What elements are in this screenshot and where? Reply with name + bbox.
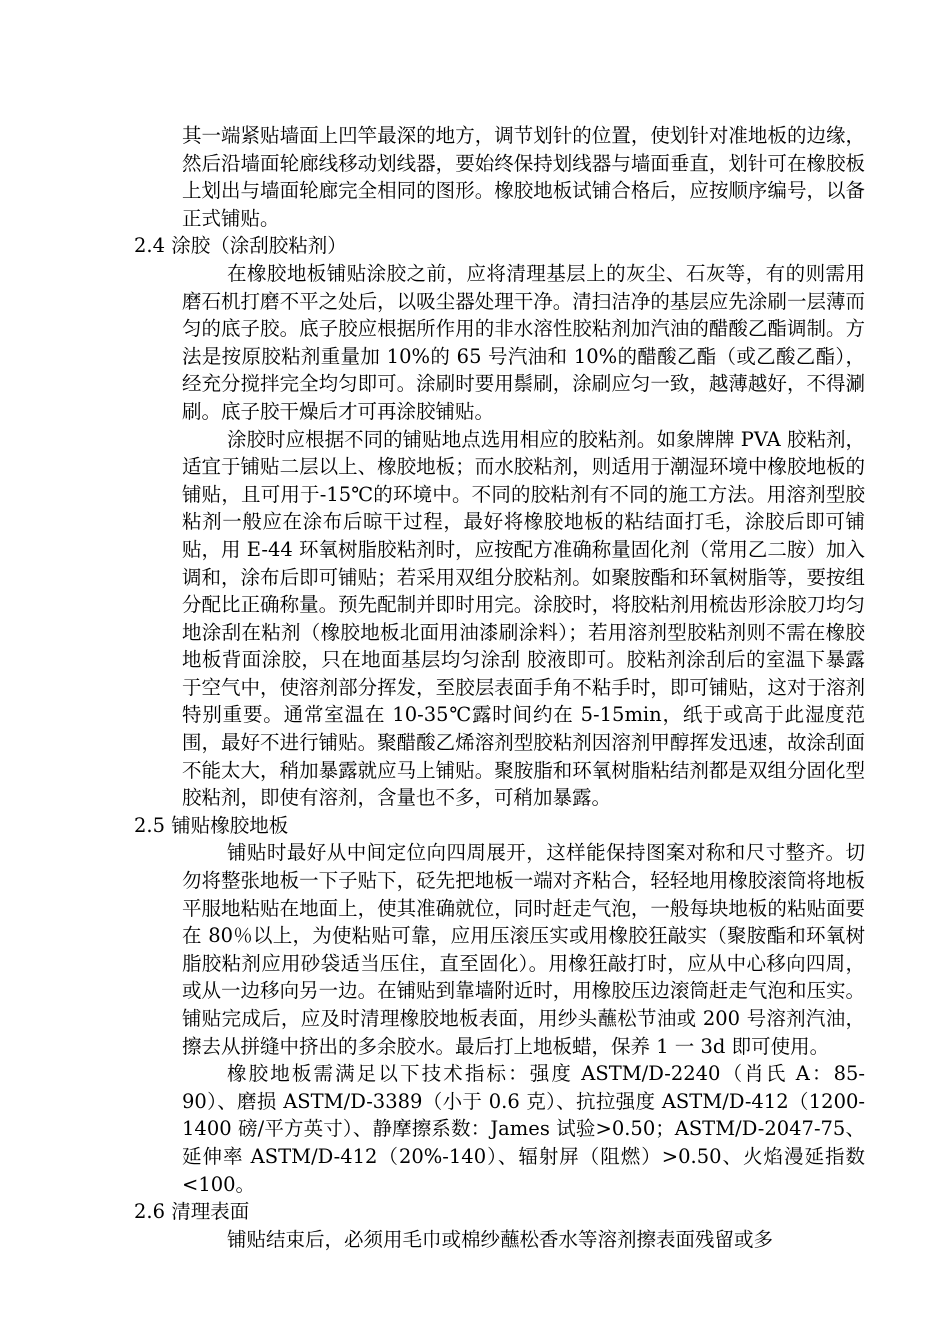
section-2-4-paragraph-1: 在橡胶地板铺贴涂胶之前，应将清理基层上的灰尘、石灰等，有的则需用磨石机打磨不平之处后，以吸尘器处理干净。清扫洁净的基层应先涂刷一层薄而匀的底子胶。底子胶应根据所作用的非水溶性胶粘剂加汽油的醋酸乙酯调制。方法是按原胶粘剂重量加 10%的 65 号汽油和 10%的醋酸乙酯（或乙酸乙酯），经充分搅拌完全均匀即可。涂刷时要用鬃刷，涂刷应匀一致，越薄越好，不得涮刷。底子胶干燥后才可再涂胶铺贴。 — [182, 261, 865, 423]
document-body — [130, 122, 865, 1253]
section-2-6-paragraph-1: 铺贴结束后，必须用毛巾或棉纱蘸松香水等溶剂擦表面残留或多 — [227, 1227, 774, 1251]
section-heading-2-6: 2.6 清理表面 — [134, 1200, 250, 1224]
section-heading-2-4: 2.4 涂胶（涂刮胶粘剂） — [134, 234, 347, 258]
section-2-4-paragraph-2: 涂胶时应根据不同的铺贴地点选用相应的胶粘剂。如象牌牌 PVA 胶粘剂，适宜于铺贴二层以上、橡胶地板；而水胶粘剂，则适用于潮湿环境中橡胶地板的铺贴，且可用于-15℃的环境中。不同的胶粘剂有不同的施工方法。用溶剂型胶粘剂一般应在涂布后晾干过程，最好将橡胶地板的粘结面打毛，涂胶后即可铺贴，用 E-44 环氧树脂胶粘剂时，应按配方准确称量固化剂（常用乙二胺）加入调和，涂布后即可铺贴；若采用双组分胶粘剂。如聚胺酯和环氧树脂等，要按组分配比正确称量。预先配制并即时用完。涂胶时，将胶粘剂用梳齿形涂胶刀均匀地涂刮在粘剂（橡胶地板北面用油漆刷涂料）；若用溶剂型胶粘剂则不需在橡胶地板背面涂胶，只在地面基层均匀涂刮 胶液即可。胶粘剂涂刮后的室温下暴露于空气中，使溶剂部分挥发，至胶层表面手角不粘手时，即可铺贴，这对于溶剂特别重要。通常室温在 10-35℃露时间约在 5-15min，纸于或高于此湿度范围，最好不进行铺贴。聚醋酸乙烯溶剂型胶粘剂因溶剂甲醇挥发迅速，故涂刮面不能太大，稍加暴露就应马上铺贴。聚胺脂和环氧树脂粘结剂都是双组分固化型胶粘剂，即使有溶剂，含量也不多，可稍加暴露。 — [182, 427, 865, 810]
continued-paragraph: 其一端紧贴墙面上凹竿最深的地方，调节划针的位置，使划针对准地板的边缘，然后沿墙面轮廊线移动划线器，要始终保持划线器与墙面垂直，划针可在橡胶板上划出与墙面轮廊完全相同的图形。橡胶地板试铺合格后，应按顺序编号，以备正式铺贴。 — [182, 124, 865, 230]
section-2-5-paragraph-2: 橡胶地板需满足以下技术指标：强度 ASTM/D-2240（肖氏 A：85-90）、磨损 ASTM/D-3389（小于 0.6 克）、抗拉强度 ASTM/D-412（1200-1400 磅/平方英寸）、静摩擦系数：James 试验>0.50；ASTM/D-2047-75、延伸率 ASTM/D-412（20%-140）、辐射屏（阻燃）>0.50、火焰漫延指数<100。 — [182, 1062, 865, 1196]
section-2-5-paragraph-1: 铺贴时最好从中间定位向四周展开，这样能保持图案对称和尺寸整齐。切勿将整张地板一下子贴下，砭先把地板一端对齐粘合，轻轻地用橡胶滚筒将地板平服地粘贴在地面上，使其准确就位，同时赶走气泡，一般每块地板的粘贴面要在 80％以上，为使粘贴可靠，应用压滚压实或用橡胶狂敲实（聚胺酯和环氧树脂胶粘剂应用砂袋适当压住，直至固化）。用橡狂敲打时，应从中心移向四周，或从一边移向另一边。在铺贴到靠墙附近时，用橡胶压边滚筒赶走气泡和压实。铺贴完成后，应及时清理橡胶地板表面，用纱头蘸松节油或 200 号溶剂汽油，擦去从拼缝中挤出的多余胶水。最后打上地板蜡，保养 1 一 3d 即可使用。 — [182, 841, 865, 1058]
section-heading-2-5: 2.5 铺贴橡胶地板 — [134, 813, 289, 837]
